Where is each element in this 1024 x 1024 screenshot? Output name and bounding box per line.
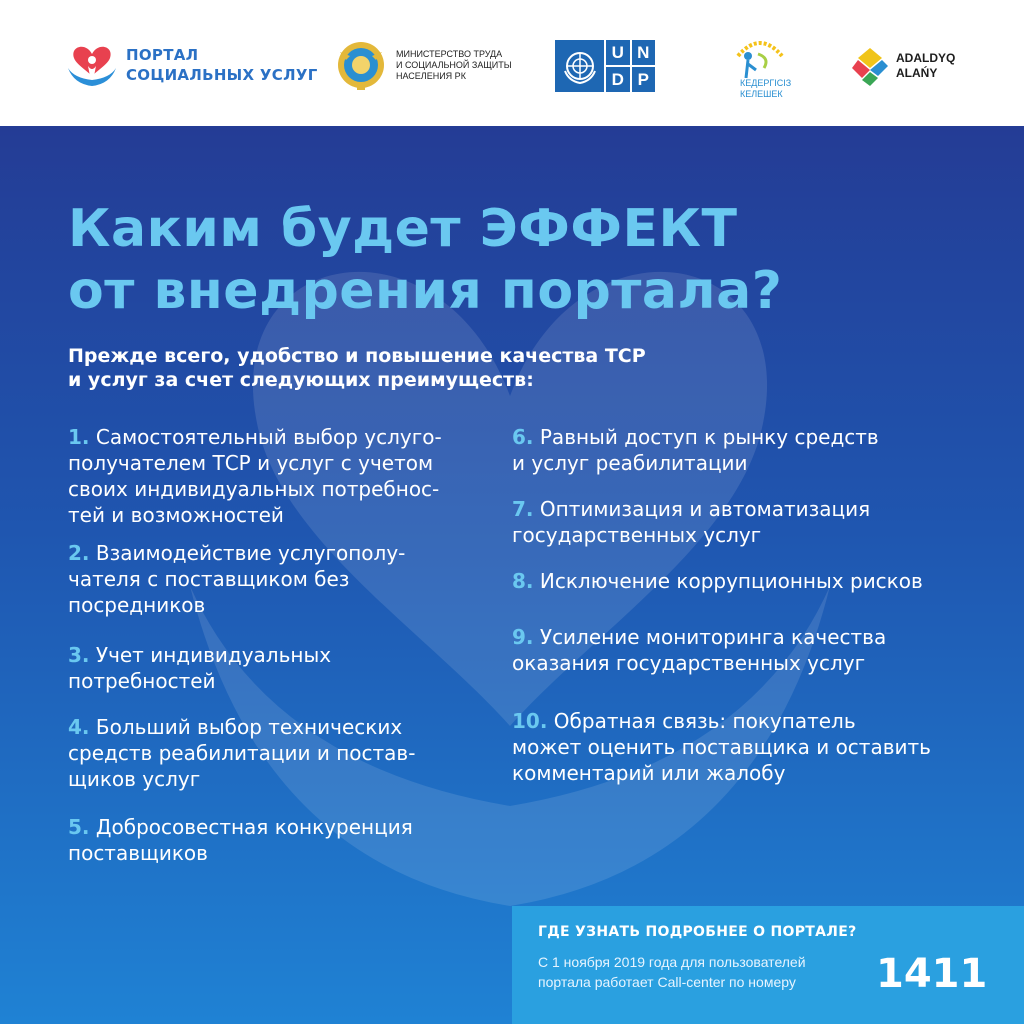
benefit-text-line: Добросовестная конкуренция: [95, 815, 413, 839]
benefit-number: 5.: [68, 815, 90, 839]
benefit-item-8: [512, 568, 992, 594]
benefit-number: 8.: [512, 569, 534, 593]
info-text-line1: С 1 ноября 2019 года для пользователей: [538, 954, 806, 970]
benefit-number: 1.: [68, 425, 90, 449]
page-title: [68, 198, 948, 322]
kedergisiz-logo-line2: КЕЛЕШЕК: [740, 89, 783, 99]
diamond-blocks-icon: [852, 46, 888, 86]
benefit-text-line: Оптимизация и автоматизация: [539, 497, 871, 521]
info-text: [538, 952, 868, 992]
call-center-number: 1411: [876, 951, 988, 997]
header: [0, 0, 1024, 126]
benefit-number: 2.: [68, 541, 90, 565]
intro-line1: Прежде всего, удобство и повышение качества ТСР: [68, 345, 646, 367]
sun-figure-icon: [730, 34, 790, 80]
benefit-item-10: [512, 708, 992, 786]
undp-letter: P: [632, 67, 656, 92]
benefit-text-line: своих индивидуальных потребнос-: [68, 477, 440, 501]
adaldyq-logo-line2: ALAŃY: [896, 66, 938, 80]
benefit-text-line: Исключение коррупционных рисков: [539, 569, 923, 593]
title-line2: от внедрения портала?: [68, 261, 783, 321]
benefit-number: 7.: [512, 497, 534, 521]
benefit-text-line: Обратная связь: покупатель: [553, 709, 856, 733]
main-panel: [0, 126, 1024, 1024]
benefit-text-line: щиков услуг: [68, 767, 201, 791]
title-line1: Каким будет ЭФФЕКТ: [68, 199, 738, 259]
benefit-text-line: Усиление мониторинга качества: [539, 625, 887, 649]
portal-logo: [66, 40, 318, 90]
ministry-logo: [336, 38, 512, 92]
benefit-text-line: средств реабилитации и постав-: [68, 741, 416, 765]
benefit-text-line: тей и возможностей: [68, 503, 284, 527]
benefit-text-line: Равный доступ к рынку средств: [539, 425, 879, 449]
benefit-number: 9.: [512, 625, 534, 649]
benefit-text-line: Самостоятельный выбор услуго-: [95, 425, 442, 449]
benefit-text-line: и услуг реабилитации: [512, 451, 748, 475]
benefit-text-line: поставщиков: [68, 841, 208, 865]
benefit-number: 3.: [68, 643, 90, 667]
benefit-item-9: [512, 624, 992, 676]
undp-logo: [555, 40, 655, 92]
undp-letter: N: [632, 40, 656, 65]
benefit-text-line: комментарий или жалобу: [512, 761, 786, 785]
call-center-info-box: [512, 906, 1024, 1024]
benefit-item-4: [68, 714, 488, 792]
benefit-text-line: оказания государственных услуг: [512, 651, 866, 675]
benefit-text-line: государственных услуг: [512, 523, 762, 547]
benefit-number: 10.: [512, 709, 548, 733]
benefit-text-line: посредников: [68, 593, 206, 617]
benefit-text-line: получателем ТСР и услуг с учетом: [68, 451, 434, 475]
undp-letter: U: [606, 40, 630, 65]
benefit-text-line: Больший выбор технических: [95, 715, 403, 739]
benefit-text-line: может оценить поставщика и оставить: [512, 735, 931, 759]
benefit-text-line: Взаимодействие услугополу-: [95, 541, 406, 565]
undp-letter: D: [606, 67, 630, 92]
info-title: ГДЕ УЗНАТЬ ПОДРОБНЕЕ О ПОРТАЛЕ?: [538, 924, 857, 940]
ministry-logo-line3: НАСЕЛЕНИЯ РК: [396, 70, 466, 81]
benefit-item-5: [68, 814, 488, 866]
kazakhstan-emblem-icon: [336, 38, 386, 92]
benefit-item-3: [68, 642, 488, 694]
portal-logo-line1: ПОРТАЛ: [126, 46, 199, 64]
info-text-line2: портала работает Call-center по номеру: [538, 974, 796, 990]
benefit-text-line: Учет индивидуальных: [95, 643, 332, 667]
undp-letters: [606, 40, 655, 92]
benefit-item-7: [512, 496, 992, 548]
benefit-number: 6.: [512, 425, 534, 449]
intro-line2: и услуг за счет следующих преимуществ:: [68, 369, 534, 391]
benefit-item-2: [68, 540, 488, 618]
ministry-logo-line2: И СОЦИАЛЬНОЙ ЗАЩИТЫ: [396, 59, 512, 70]
benefit-item-6: [512, 424, 992, 476]
benefit-number: 4.: [68, 715, 90, 739]
adaldyq-logo: [852, 46, 955, 86]
kedergisiz-logo: [726, 34, 806, 104]
benefit-text-line: потребностей: [68, 669, 216, 693]
benefit-item-1: [68, 424, 488, 528]
intro-text: [68, 344, 768, 392]
ministry-logo-line1: МИНИСТЕРСТВО ТРУДА: [396, 48, 503, 59]
benefit-text-line: чателя с поставщиком без: [68, 567, 350, 591]
un-emblem-icon: [555, 40, 604, 92]
adaldyq-logo-line1: ADALDYQ: [896, 51, 956, 65]
portal-logo-line2: СОЦИАЛЬНЫХ УСЛУГ: [126, 66, 318, 84]
kedergisiz-logo-line1: КЕДЕРГІСІЗ: [740, 78, 792, 88]
heart-hands-icon: [66, 40, 118, 90]
